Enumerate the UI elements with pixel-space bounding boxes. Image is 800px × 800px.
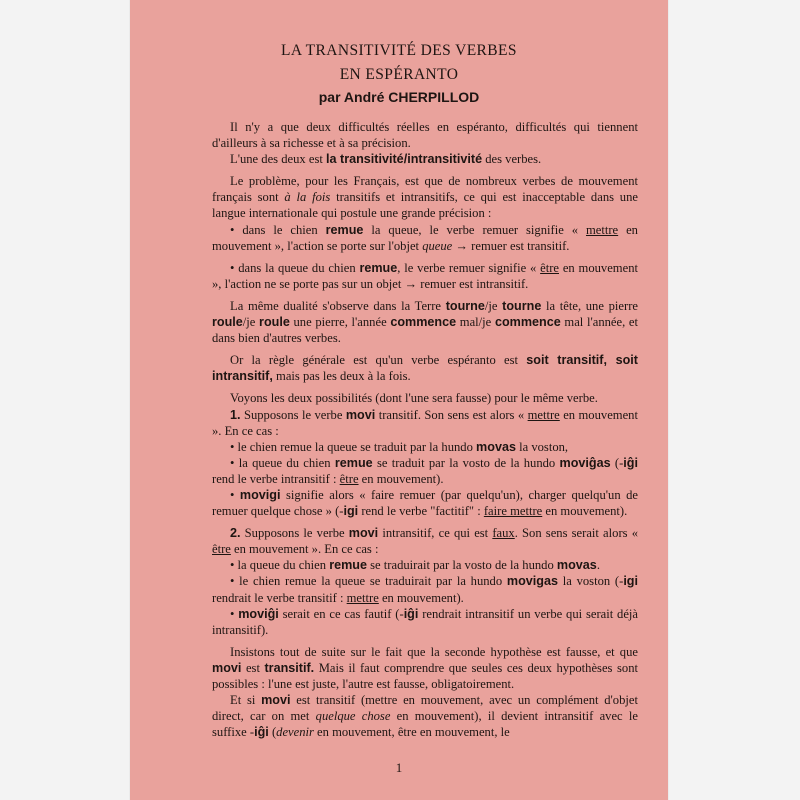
page-number: 1 — [395, 760, 403, 775]
text-run: est — [241, 660, 265, 675]
bold-term: soit transitif, soit intransitif, — [212, 353, 638, 384]
bullet-transitive-example — [212, 222, 638, 254]
bold-term: movigas — [506, 574, 558, 589]
underlined-term: faux — [492, 526, 515, 541]
bold-term: transitif. — [264, 660, 315, 675]
text-run: (- — [610, 455, 624, 470]
text-run: . — [596, 558, 600, 573]
bold-term: commence — [390, 315, 457, 330]
underlined-term: mettre — [585, 222, 619, 237]
text-run: rendrait intransitif un verbe qui serait déjà intransitif). — [212, 606, 638, 637]
author-line: par André CHERPILLOD — [318, 89, 480, 105]
bold-term: remue — [334, 455, 373, 470]
underlined-term: faire mettre — [483, 504, 543, 519]
text-run: /je — [242, 315, 260, 330]
case-2-heading — [212, 525, 638, 557]
paragraph-transitivity — [212, 151, 638, 167]
text-run: en mouvement ». En ce cas : — [212, 407, 638, 438]
text-run: en mouvement, être en mouvement, le — [313, 725, 510, 740]
bold-term: iĝi — [623, 455, 638, 470]
text-run: transitif. Son sens est alors « — [375, 407, 528, 422]
text-run: la voston, — [515, 439, 569, 454]
text-run: → remuer est transitif. — [452, 238, 570, 253]
title-line-2: EN ESPÉRANTO — [339, 66, 459, 83]
bold-term: commence — [494, 315, 561, 330]
bold-term: remue — [325, 222, 364, 237]
text-run: en mouvement », l'action ne se porte pas sur un objet → remuer est intransitif. — [212, 260, 638, 291]
text-run: • la queue du chien — [230, 455, 335, 470]
text-run: Or la règle générale est qu'un verbe espéranto est — [230, 353, 527, 368]
text-run: • dans la queue du chien — [230, 260, 360, 275]
text-run: Supposons le verbe — [240, 526, 349, 541]
case-1-bullet-2 — [212, 455, 638, 487]
text-run: se traduirait par la vosto de la hundo — [367, 558, 557, 573]
text-run: La même dualité s'observe dans la Terre — [230, 298, 446, 313]
text-run: signifie alors « faire remuer (par quelqu'un), charger quelqu'un de remuer quelque chose » (- — [212, 487, 638, 519]
text-run: la tête, une pierre — [541, 298, 638, 313]
text-run: • — [230, 606, 239, 621]
text-run: /je — [484, 298, 503, 313]
case-1-bullet-3 — [212, 487, 638, 519]
text-run: en mouvement ». En ce cas : — [230, 542, 379, 557]
paragraph-duality — [212, 298, 638, 346]
paragraph-rule — [212, 352, 638, 384]
text-run: • le chien remue la queue se traduirait par la hundo — [230, 574, 507, 589]
case-1-bullet-1 — [212, 439, 638, 455]
paragraph-intro — [212, 119, 638, 151]
text-run: en mouvement). — [542, 504, 628, 519]
text-run: est transitif (mettre en mouvement, avec un complément d'objet direct, car on met — [212, 693, 638, 724]
bullet-intransitive-example — [212, 260, 638, 292]
text-run: Le problème, pour les Français, est que de nombreux verbes de mouvement français sont — [212, 174, 638, 205]
text-run: • le chien remue la queue se traduit par la hundo — [230, 439, 477, 454]
text-run: Voyons les deux possibilités (dont l'une sera fausse) pour le même verbe. — [230, 391, 598, 406]
italic-term: devenir — [276, 725, 314, 740]
bold-term: igi — [623, 574, 639, 589]
underlined-term: mettre — [527, 407, 560, 422]
text-run: • la queue du chien — [230, 558, 330, 573]
text-run: Supposons le verbe — [240, 407, 346, 422]
underlined-term: être — [212, 542, 231, 557]
bold-term: tourne — [502, 298, 542, 313]
italic-term: à la fois — [284, 190, 331, 205]
underlined-term: être — [540, 260, 559, 275]
bold-term: movigi — [239, 487, 281, 502]
text-run: Insistons tout de suite sur le fait que la seconde hypothèse est fausse, et que — [230, 644, 638, 659]
text-run: Et si — [230, 693, 262, 708]
underlined-term: mettre — [346, 590, 379, 605]
text-run: intransitif, ce qui est — [378, 526, 493, 541]
text-run: • — [230, 487, 240, 502]
text-run: la queue, le verbe remuer signifie « — [363, 222, 586, 237]
text-run: se traduit par la vosto de la hundo — [372, 455, 560, 470]
paragraph-continuation — [212, 692, 638, 740]
bold-term: 2. — [230, 526, 241, 541]
text-run: serait en ce cas fautif (- — [278, 606, 404, 621]
bold-term: 1. — [230, 407, 241, 422]
text-run: • dans le chien — [230, 222, 326, 237]
text-run: des verbes. — [482, 152, 542, 167]
text-run: transitifs et intransitifs, ce qui est inacceptable dans une langue internationale qui postule une grande précision : — [212, 190, 638, 221]
bold-term: movi — [212, 660, 242, 675]
text-run: , le verbe remuer signifie « — [397, 260, 541, 275]
bold-term: iĝi — [403, 606, 419, 621]
bold-term: remue — [329, 558, 367, 573]
paragraph-problem — [212, 173, 638, 221]
bold-term: movas — [476, 439, 516, 454]
document-page — [130, 0, 668, 800]
text-run: rend le verbe "factitif" : — [358, 504, 484, 519]
text-run: Mais il faut comprendre que seules ces deux hypothèses sont possibles : l'une est juste, l'autre est fausse, obligatoirement. — [212, 660, 638, 691]
bold-term: remue — [359, 260, 398, 275]
bold-term: movi — [261, 693, 291, 708]
text-run: en mouvement). — [378, 590, 464, 605]
bold-term: movi — [348, 526, 379, 541]
text-run: . Son sens serait alors « — [514, 526, 638, 541]
bold-term: moviĝi — [238, 606, 279, 621]
text-run: mais pas les deux à la fois. — [272, 369, 411, 384]
text-run: Il n'y a que deux difficultés réelles en espéranto, difficultés qui tiennent d'ailleurs à sa richesse et à sa précision. — [212, 120, 638, 151]
case-2-bullet-1 — [212, 557, 638, 573]
paragraph-conclusion — [212, 644, 638, 692]
text-run: rendrait le verbe transitif : — [212, 590, 347, 605]
bold-term: iĝi — [254, 725, 269, 740]
text-run: en mouvement), il devient intransitif avec le suffixe - — [212, 709, 638, 740]
text-run: une pierre, l'année — [289, 315, 391, 330]
bold-term: moviĝas — [559, 455, 611, 470]
text-run: en mouvement). — [358, 471, 444, 486]
italic-term: quelque chose — [315, 709, 391, 724]
text-run: la voston (- — [558, 574, 624, 589]
case-2-bullet-3 — [212, 606, 638, 638]
case-2-bullet-2 — [212, 573, 638, 605]
bold-term: movi — [345, 407, 376, 422]
bold-term: movas — [556, 558, 597, 573]
paragraph-possibilities — [212, 390, 638, 406]
bold-term: roule — [259, 315, 290, 330]
text-run: mal l'année, et dans bien d'autres verbes. — [212, 315, 638, 346]
text-run: en mouvement », l'action se porte sur l'objet — [212, 222, 638, 253]
title-line-1: LA TRANSITIVITÉ DES VERBES — [281, 42, 517, 59]
text-run: rend le verbe intransitif : — [212, 471, 340, 486]
case-1-heading — [212, 407, 638, 439]
underlined-term: être — [339, 471, 359, 486]
bold-term: igi — [343, 504, 359, 519]
bold-term: roule — [212, 315, 243, 330]
text-run: L'une des deux est — [230, 152, 326, 167]
article-body — [212, 119, 638, 740]
text-run: mal/je — [456, 315, 495, 330]
italic-term: queue — [422, 238, 453, 253]
bold-term: la transitivité/intransitivité — [326, 152, 483, 167]
text-run: ( — [268, 725, 277, 740]
bold-term: tourne — [445, 298, 485, 313]
